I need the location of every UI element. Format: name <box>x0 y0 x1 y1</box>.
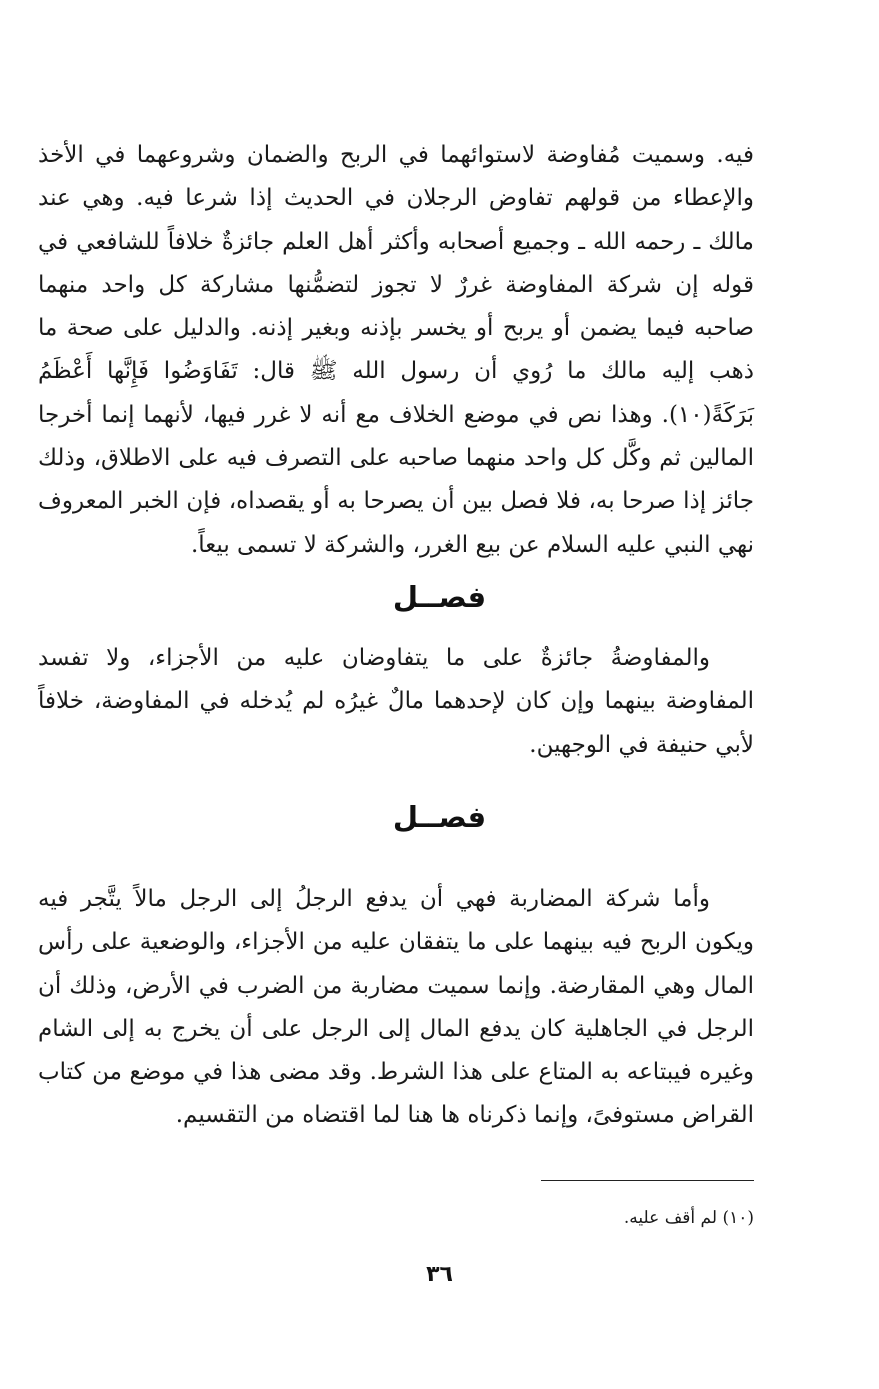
paragraph-1: فيه. وسميت مُفاوضة لاستوائهما في الربح والضمان وشروعهما في الأخذ والإعطاء من قولهم تفاوض الرجلان في الحديث إذا شرعا فيه. وهي عند مالك ـ رحمه الله ـ وجميع أصحابه وأكثر أهل العلم جائزةٌ خلافاً للشافعي في قوله إن شركة المفاوضة غررٌ لا تجوز لتضمُّنها مشاركة كل واحد منهما صاحبه فيما يضمن أو يربح أو يخسر بإذنه وبغير إذنه. والدليل على صحة ما ذهب إليه مالك ما رُوي أن رسول الله ﷺ قال: تَفَاوَضُوا فَإِنَّها أَعْظَمُ بَرَكَةً(١٠). وهذا نص في موضع الخلاف مع أنه لا غرر فيها، لأنهما إنما أخرجا المالين ثم وكَّل كل واحد منهما صاحبه على التصرف فيه على الاطلاق، وذلك جائز إذا صرحا به، فلا فصل بين أن يصرحا به أو يقصداه، فإن الخبر المعروف نهي النبي عليه السلام عن بيع الغرر، والشركة لا تسمى بيعاً. <box>38 142 754 558</box>
body-text-block-3 <box>38 878 754 1138</box>
section-heading-2: فصــل <box>392 800 487 834</box>
body-text-block-2 <box>38 637 754 767</box>
body-text-block-1 <box>38 134 754 567</box>
page-number: ٣٦ <box>426 1262 453 1287</box>
footnote-divider <box>541 1180 754 1181</box>
section-heading-1: فصــل <box>392 580 487 614</box>
paragraph-2: والمفاوضةُ جائزةٌ على ما يتفاوضان عليه من الأجزاء، ولا تفسد المفاوضة بينهما وإن كان لإحدهما مالٌ غيرُه لم يُدخله في المفاوضة، خلافاً لأبي حنيفة في الوجهين. <box>38 645 754 758</box>
footnote: (١٠) لم أقف عليه. <box>623 1208 754 1228</box>
paragraph-3: وأما شركة المضاربة فهي أن يدفع الرجلُ إلى الرجل مالاً يتَّجر فيه ويكون الربح فيه بينهما على ما يتفقان عليه من الأجزاء، والوضعية على رأس المال وهي المقارضة. وإنما سميت مضاربة من الضرب في الأرض، وذلك أن الرجل في الجاهلية كان يدفع المال إلى الرجل على أن يخرج به إلى الشام وغيره فيبتاعه به المتاع على هذا الشرط. وقد مضى هذا في موضع من كتاب القراض مستوفىً، وإنما ذكرناه ها هنا لما اقتضاه من التقسيم. <box>38 886 754 1129</box>
